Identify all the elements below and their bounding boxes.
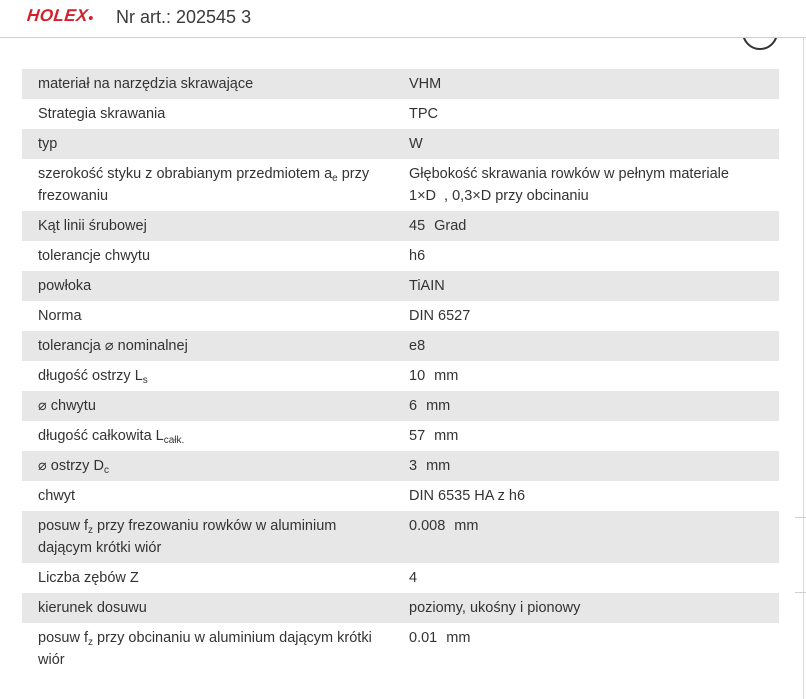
spec-value: DIN 6535 HA z h6 — [409, 488, 526, 504]
spec-label: tolerancja ⌀ nominalnej — [22, 331, 393, 361]
table-row — [22, 159, 779, 211]
spec-label: powłoka — [22, 271, 393, 301]
spec-value: 4 — [409, 570, 418, 586]
spec-label-text: długość ostrzy L — [38, 368, 143, 384]
spec-label-text: przy frezowaniu rowków w aluminium dającym krótki wiór — [38, 518, 337, 556]
brand-name: HOLEX — [26, 6, 90, 25]
table-row — [22, 241, 779, 271]
table-row — [22, 451, 779, 481]
spec-number: 0.01 — [409, 630, 438, 646]
spec-number: 10 — [409, 368, 426, 384]
spec-value: h6 — [409, 248, 426, 264]
table-row — [22, 69, 779, 99]
spec-label-text: długość całkowita L — [38, 428, 164, 444]
spec-label — [22, 511, 393, 563]
table-row — [22, 563, 779, 593]
table-row — [22, 271, 779, 301]
spec-label: chwyt — [38, 488, 76, 504]
spec-value — [393, 211, 779, 241]
spec-label-text: posuw f — [38, 630, 88, 646]
spec-label-subscript: z — [87, 525, 93, 536]
spec-value: TPC — [409, 106, 438, 122]
spec-value — [393, 511, 779, 563]
table-row — [22, 511, 779, 563]
spec-label — [22, 623, 393, 675]
spec-label-subscript: c — [103, 465, 109, 476]
spec-value-line: Głębokość skrawania rowków w pełnym materiale — [409, 166, 729, 182]
right-border-divider — [803, 38, 804, 699]
spec-label: kierunek dosuwu — [22, 593, 393, 623]
table-row — [22, 593, 779, 623]
spec-value: TiAIN — [393, 271, 779, 301]
spec-label: Norma — [38, 308, 82, 324]
spec-label-text: ⌀ ostrzy D — [38, 458, 104, 474]
spec-label: tolerancje chwytu — [38, 248, 151, 264]
table-row — [22, 361, 779, 391]
spec-number: 6 — [409, 398, 418, 414]
spec-value: DIN 6527 — [409, 308, 471, 324]
spec-unit: mm — [434, 368, 459, 384]
spec-label-text: szerokość styku z obrabianym przedmiotem a — [38, 166, 333, 182]
table-row — [22, 391, 779, 421]
spec-value: VHM — [393, 69, 779, 99]
spec-value: poziomy, ukośny i pionowy — [393, 593, 779, 623]
specifications-table — [22, 69, 779, 675]
spec-label-subscript: s — [142, 375, 148, 386]
spec-label: Kąt linii śrubowej — [22, 211, 393, 241]
spec-value — [393, 391, 779, 421]
spec-value-line: 1×D , 0,3×D przy obcinaniu — [409, 188, 589, 204]
spec-value — [393, 421, 779, 451]
table-row — [22, 99, 779, 129]
spec-value: W — [393, 129, 779, 159]
spec-value — [393, 159, 779, 211]
logo-dot-icon — [89, 16, 93, 20]
spec-value — [393, 623, 779, 675]
spec-label-text: przy obcinaniu w aluminium dającym krótki wiór — [38, 630, 372, 668]
spec-label — [22, 159, 393, 211]
spec-label — [22, 451, 393, 481]
table-row — [22, 421, 779, 451]
spec-label-text: przy frezowaniu — [38, 166, 370, 204]
table-row — [22, 481, 779, 511]
table-row — [22, 211, 779, 241]
spec-unit: mm — [426, 458, 451, 474]
table-row — [22, 301, 779, 331]
spec-unit: mm — [454, 518, 479, 534]
spec-label: typ — [22, 129, 393, 159]
article-number: Nr art.: 202545 3 — [116, 7, 252, 27]
holex-logo[interactable] — [26, 6, 94, 26]
spec-unit: mm — [434, 428, 459, 444]
spec-label-subscript: z — [87, 637, 93, 648]
spec-unit: mm — [426, 398, 451, 414]
spec-value: e8 — [393, 331, 779, 361]
spec-label-subscript: e — [332, 173, 338, 184]
spec-unit: mm — [446, 630, 471, 646]
spec-number: 3 — [409, 458, 418, 474]
header-bar — [0, 0, 806, 38]
spec-value — [393, 361, 779, 391]
table-row — [22, 331, 779, 361]
spec-label: ⌀ chwytu — [22, 391, 393, 421]
table-row — [22, 129, 779, 159]
right-divider-tick — [795, 592, 806, 593]
spec-label: Strategia skrawania — [38, 106, 166, 122]
spec-label: materiał na narzędzia skrawające — [22, 69, 393, 99]
spec-label-subscript: całk. — [163, 435, 185, 446]
table-row — [22, 623, 779, 675]
spec-label-text: posuw f — [38, 518, 88, 534]
spec-label — [22, 421, 393, 451]
spec-number: 45 — [409, 218, 426, 234]
spec-label — [22, 361, 393, 391]
spec-number: 57 — [409, 428, 426, 444]
spec-value — [393, 451, 779, 481]
spec-label: Liczba zębów Z — [38, 570, 139, 586]
right-divider-tick — [795, 517, 806, 518]
spec-number: 0.008 — [409, 518, 446, 534]
spec-unit: Grad — [434, 218, 467, 234]
